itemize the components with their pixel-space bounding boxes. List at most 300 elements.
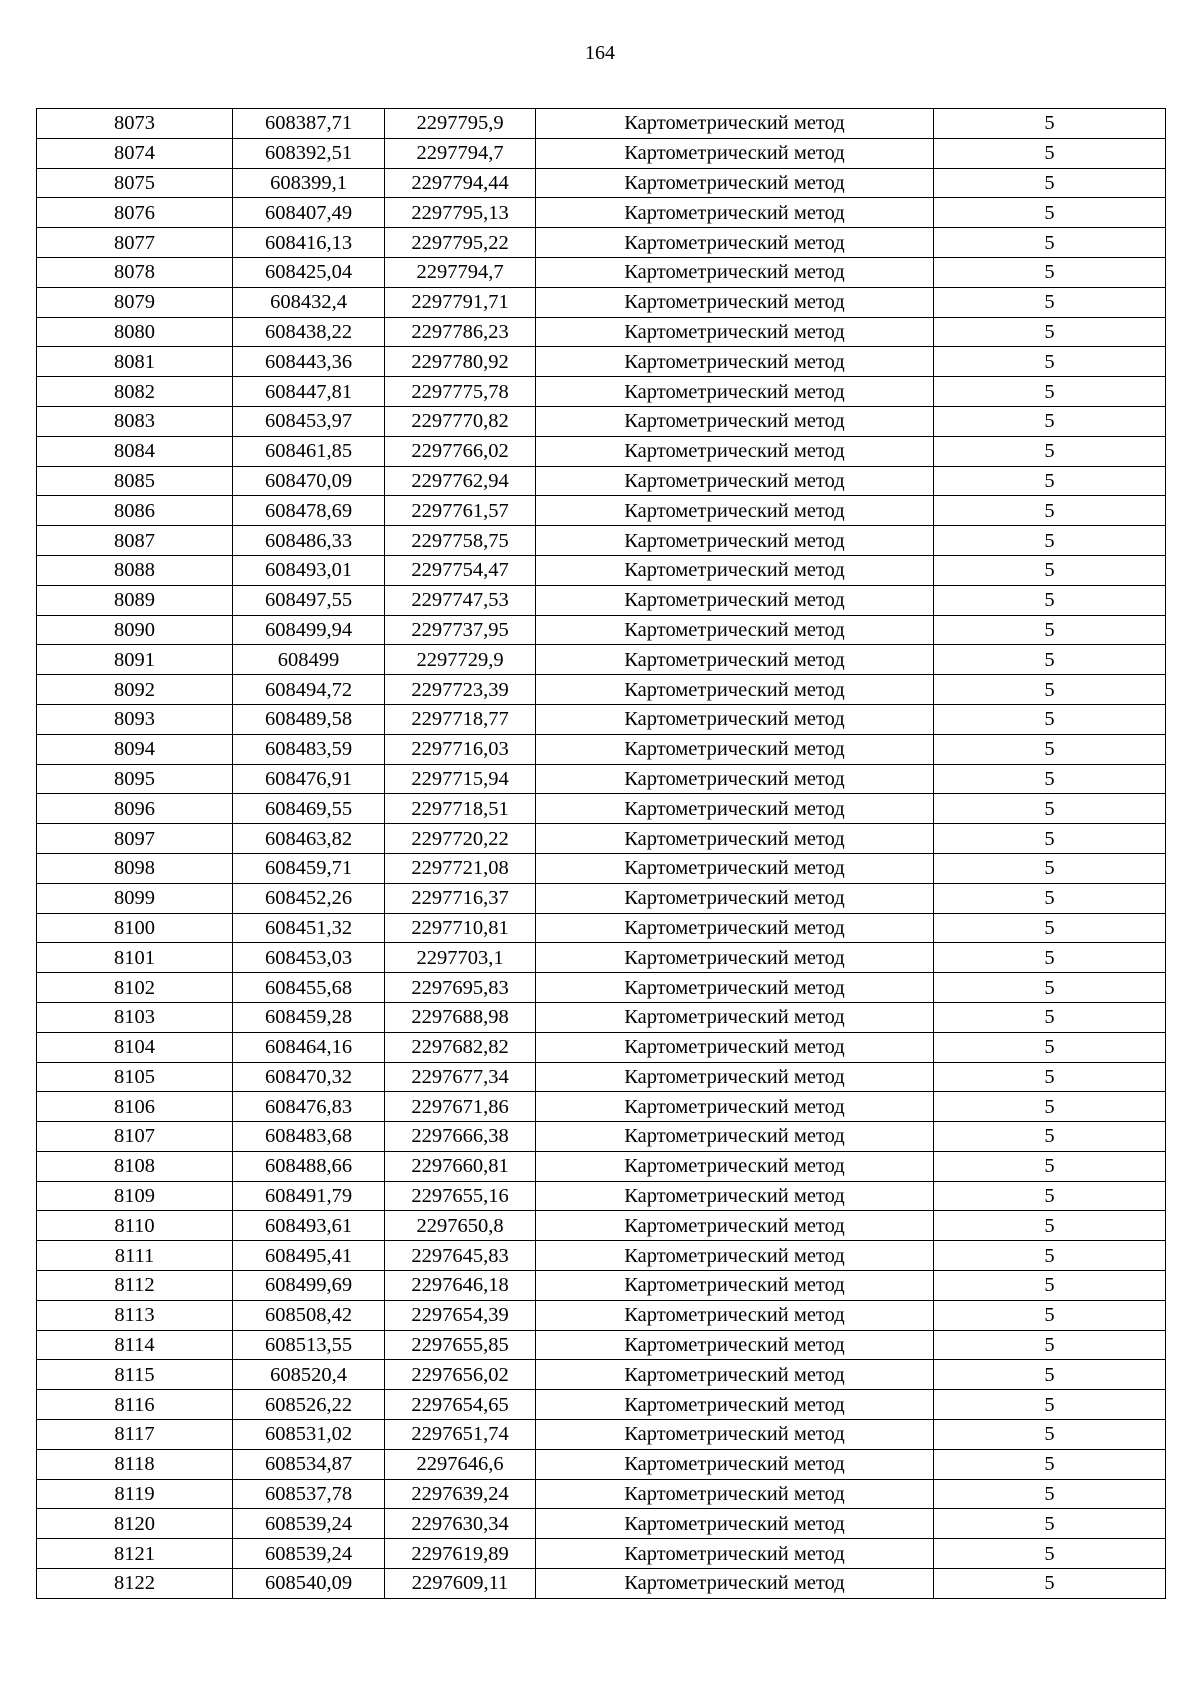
table-row [37,198,1166,228]
method-cell: Картометрический метод [536,1509,934,1539]
y-coordinate-cell: 2297710,81 [385,913,536,943]
point-number-cell: 8116 [37,1390,233,1420]
table-row [37,1539,1166,1569]
table-row [37,436,1166,466]
y-coordinate-cell: 2297630,34 [385,1509,536,1539]
table-row [37,794,1166,824]
y-coordinate-cell: 2297721,08 [385,853,536,883]
method-cell: Картометрический метод [536,1479,934,1509]
precision-cell: 5 [934,257,1166,287]
point-number-cell: 8117 [37,1420,233,1450]
y-coordinate-cell: 2297720,22 [385,824,536,854]
y-coordinate-cell: 2297646,6 [385,1449,536,1479]
x-coordinate-cell: 608478,69 [233,496,385,526]
precision-cell: 5 [934,943,1166,973]
x-coordinate-cell: 608540,09 [233,1569,385,1599]
x-coordinate-cell: 608464,16 [233,1032,385,1062]
point-number-cell: 8087 [37,526,233,556]
table-row [37,824,1166,854]
x-coordinate-cell: 608470,09 [233,466,385,496]
precision-cell: 5 [934,1092,1166,1122]
y-coordinate-cell: 2297737,95 [385,615,536,645]
method-cell: Картометрический метод [536,257,934,287]
point-number-cell: 8115 [37,1360,233,1390]
x-coordinate-cell: 608494,72 [233,675,385,705]
table-row [37,1449,1166,1479]
point-number-cell: 8101 [37,943,233,973]
method-cell: Картометрический метод [536,466,934,496]
table-row [37,853,1166,883]
point-number-cell: 8073 [37,109,233,139]
x-coordinate-cell: 608495,41 [233,1241,385,1271]
point-number-cell: 8100 [37,913,233,943]
point-number-cell: 8097 [37,824,233,854]
point-number-cell: 8103 [37,1002,233,1032]
y-coordinate-cell: 2297754,47 [385,555,536,585]
x-coordinate-cell: 608453,03 [233,943,385,973]
point-number-cell: 8090 [37,615,233,645]
table-row [37,257,1166,287]
precision-cell: 5 [934,496,1166,526]
point-number-cell: 8121 [37,1539,233,1569]
point-number-cell: 8112 [37,1271,233,1301]
precision-cell: 5 [934,347,1166,377]
point-number-cell: 8118 [37,1449,233,1479]
precision-cell: 5 [934,1211,1166,1241]
point-number-cell: 8105 [37,1062,233,1092]
table-row [37,1390,1166,1420]
point-number-cell: 8114 [37,1330,233,1360]
method-cell: Картометрический метод [536,168,934,198]
table-row [37,1122,1166,1152]
method-cell: Картометрический метод [536,704,934,734]
precision-cell: 5 [934,585,1166,615]
method-cell: Картометрический метод [536,1539,934,1569]
precision-cell: 5 [934,704,1166,734]
point-number-cell: 8111 [37,1241,233,1271]
method-cell: Картометрический метод [536,436,934,466]
precision-cell: 5 [934,645,1166,675]
precision-cell: 5 [934,913,1166,943]
y-coordinate-cell: 2297645,83 [385,1241,536,1271]
method-cell: Картометрический метод [536,734,934,764]
x-coordinate-cell: 608493,61 [233,1211,385,1241]
point-number-cell: 8095 [37,764,233,794]
table-row [37,1241,1166,1271]
point-number-cell: 8107 [37,1122,233,1152]
precision-cell: 5 [934,973,1166,1003]
table-row [37,347,1166,377]
point-number-cell: 8122 [37,1569,233,1599]
point-number-cell: 8110 [37,1211,233,1241]
point-number-cell: 8089 [37,585,233,615]
y-coordinate-cell: 2297655,85 [385,1330,536,1360]
method-cell: Картометрический метод [536,406,934,436]
method-cell: Картометрический метод [536,585,934,615]
point-number-cell: 8081 [37,347,233,377]
table-row [37,1300,1166,1330]
y-coordinate-cell: 2297646,18 [385,1271,536,1301]
table-row [37,1181,1166,1211]
precision-cell: 5 [934,466,1166,496]
precision-cell: 5 [934,1122,1166,1152]
x-coordinate-cell: 608392,51 [233,138,385,168]
precision-cell: 5 [934,168,1166,198]
method-cell: Картометрический метод [536,615,934,645]
y-coordinate-cell: 2297639,24 [385,1479,536,1509]
point-number-cell: 8088 [37,555,233,585]
table-row [37,287,1166,317]
x-coordinate-cell: 608447,81 [233,377,385,407]
x-coordinate-cell: 608483,59 [233,734,385,764]
table-row [37,317,1166,347]
precision-cell: 5 [934,1062,1166,1092]
x-coordinate-cell: 608489,58 [233,704,385,734]
y-coordinate-cell: 2297794,44 [385,168,536,198]
method-cell: Картометрический метод [536,1420,934,1450]
point-number-cell: 8096 [37,794,233,824]
table-row [37,228,1166,258]
precision-cell: 5 [934,317,1166,347]
table-row [37,675,1166,705]
precision-cell: 5 [934,1271,1166,1301]
method-cell: Картометрический метод [536,1360,934,1390]
y-coordinate-cell: 2297794,7 [385,257,536,287]
x-coordinate-cell: 608476,91 [233,764,385,794]
table-row [37,883,1166,913]
y-coordinate-cell: 2297703,1 [385,943,536,973]
x-coordinate-cell: 608455,68 [233,973,385,1003]
y-coordinate-cell: 2297747,53 [385,585,536,615]
x-coordinate-cell: 608526,22 [233,1390,385,1420]
method-cell: Картометрический метод [536,287,934,317]
table-row [37,913,1166,943]
precision-cell: 5 [934,555,1166,585]
precision-cell: 5 [934,824,1166,854]
table-row [37,1420,1166,1450]
point-number-cell: 8113 [37,1300,233,1330]
point-number-cell: 8091 [37,645,233,675]
method-cell: Картометрический метод [536,228,934,258]
table-row [37,109,1166,139]
precision-cell: 5 [934,1360,1166,1390]
point-number-cell: 8084 [37,436,233,466]
point-number-cell: 8085 [37,466,233,496]
table-row [37,615,1166,645]
method-cell: Картометрический метод [536,1092,934,1122]
table-row [37,406,1166,436]
precision-cell: 5 [934,198,1166,228]
table-row [37,1211,1166,1241]
table-row [37,1151,1166,1181]
y-coordinate-cell: 2297688,98 [385,1002,536,1032]
point-number-cell: 8092 [37,675,233,705]
table-row [37,1002,1166,1032]
method-cell: Картометрический метод [536,1181,934,1211]
y-coordinate-cell: 2297780,92 [385,347,536,377]
precision-cell: 5 [934,734,1166,764]
table-row [37,526,1166,556]
method-cell: Картометрический метод [536,794,934,824]
precision-cell: 5 [934,1479,1166,1509]
y-coordinate-cell: 2297723,39 [385,675,536,705]
x-coordinate-cell: 608539,24 [233,1509,385,1539]
table-row [37,1092,1166,1122]
y-coordinate-cell: 2297671,86 [385,1092,536,1122]
method-cell: Картометрический метод [536,883,934,913]
x-coordinate-cell: 608399,1 [233,168,385,198]
method-cell: Картометрический метод [536,973,934,1003]
y-coordinate-cell: 2297650,8 [385,1211,536,1241]
method-cell: Картометрический метод [536,1122,934,1152]
method-cell: Картометрический метод [536,317,934,347]
table-row [37,1330,1166,1360]
x-coordinate-cell: 608531,02 [233,1420,385,1450]
point-number-cell: 8119 [37,1479,233,1509]
table-row [37,1032,1166,1062]
y-coordinate-cell: 2297795,9 [385,109,536,139]
page-number: 164 [585,42,615,64]
y-coordinate-cell: 2297791,71 [385,287,536,317]
table-row [37,496,1166,526]
y-coordinate-cell: 2297761,57 [385,496,536,526]
coordinates-table-body [37,109,1166,1599]
x-coordinate-cell: 608453,97 [233,406,385,436]
x-coordinate-cell: 608537,78 [233,1479,385,1509]
point-number-cell: 8077 [37,228,233,258]
method-cell: Картометрический метод [536,1062,934,1092]
point-number-cell: 8074 [37,138,233,168]
table-row [37,1271,1166,1301]
y-coordinate-cell: 2297758,75 [385,526,536,556]
method-cell: Картометрический метод [536,675,934,705]
table-row [37,704,1166,734]
x-coordinate-cell: 608438,22 [233,317,385,347]
precision-cell: 5 [934,1300,1166,1330]
x-coordinate-cell: 608451,32 [233,913,385,943]
point-number-cell: 8086 [37,496,233,526]
y-coordinate-cell: 2297660,81 [385,1151,536,1181]
x-coordinate-cell: 608483,68 [233,1122,385,1152]
y-coordinate-cell: 2297795,13 [385,198,536,228]
table-row [37,1479,1166,1509]
method-cell: Картометрический метод [536,198,934,228]
x-coordinate-cell: 608499 [233,645,385,675]
table-row [37,645,1166,675]
precision-cell: 5 [934,1151,1166,1181]
x-coordinate-cell: 608539,24 [233,1539,385,1569]
x-coordinate-cell: 608520,4 [233,1360,385,1390]
point-number-cell: 8106 [37,1092,233,1122]
x-coordinate-cell: 608463,82 [233,824,385,854]
precision-cell: 5 [934,1002,1166,1032]
point-number-cell: 8078 [37,257,233,287]
y-coordinate-cell: 2297762,94 [385,466,536,496]
point-number-cell: 8093 [37,704,233,734]
y-coordinate-cell: 2297795,22 [385,228,536,258]
method-cell: Картометрический метод [536,913,934,943]
x-coordinate-cell: 608534,87 [233,1449,385,1479]
point-number-cell: 8102 [37,973,233,1003]
x-coordinate-cell: 608508,42 [233,1300,385,1330]
method-cell: Картометрический метод [536,496,934,526]
table-row [37,943,1166,973]
y-coordinate-cell: 2297775,78 [385,377,536,407]
method-cell: Картометрический метод [536,824,934,854]
y-coordinate-cell: 2297715,94 [385,764,536,794]
table-row [37,168,1166,198]
precision-cell: 5 [934,138,1166,168]
point-number-cell: 8075 [37,168,233,198]
precision-cell: 5 [934,1181,1166,1211]
method-cell: Картометрический метод [536,109,934,139]
precision-cell: 5 [934,406,1166,436]
precision-cell: 5 [934,853,1166,883]
y-coordinate-cell: 2297729,9 [385,645,536,675]
method-cell: Картометрический метод [536,1390,934,1420]
point-number-cell: 8076 [37,198,233,228]
y-coordinate-cell: 2297716,03 [385,734,536,764]
method-cell: Картометрический метод [536,1032,934,1062]
precision-cell: 5 [934,883,1166,913]
precision-cell: 5 [934,1539,1166,1569]
y-coordinate-cell: 2297656,02 [385,1360,536,1390]
table-row [37,734,1166,764]
precision-cell: 5 [934,1569,1166,1599]
precision-cell: 5 [934,109,1166,139]
y-coordinate-cell: 2297770,82 [385,406,536,436]
y-coordinate-cell: 2297651,74 [385,1420,536,1450]
method-cell: Картометрический метод [536,1449,934,1479]
precision-cell: 5 [934,377,1166,407]
precision-cell: 5 [934,228,1166,258]
table-row [37,1360,1166,1390]
method-cell: Картометрический метод [536,943,934,973]
precision-cell: 5 [934,615,1166,645]
precision-cell: 5 [934,1509,1166,1539]
x-coordinate-cell: 608499,69 [233,1271,385,1301]
y-coordinate-cell: 2297766,02 [385,436,536,466]
x-coordinate-cell: 608461,85 [233,436,385,466]
precision-cell: 5 [934,526,1166,556]
y-coordinate-cell: 2297786,23 [385,317,536,347]
x-coordinate-cell: 608387,71 [233,109,385,139]
table-row [37,138,1166,168]
method-cell: Картометрический метод [536,645,934,675]
point-number-cell: 8080 [37,317,233,347]
table-row [37,585,1166,615]
precision-cell: 5 [934,675,1166,705]
x-coordinate-cell: 608452,26 [233,883,385,913]
y-coordinate-cell: 2297655,16 [385,1181,536,1211]
x-coordinate-cell: 608459,28 [233,1002,385,1032]
x-coordinate-cell: 608443,36 [233,347,385,377]
table-row [37,764,1166,794]
table-row [37,973,1166,1003]
x-coordinate-cell: 608488,66 [233,1151,385,1181]
point-number-cell: 8104 [37,1032,233,1062]
x-coordinate-cell: 608476,83 [233,1092,385,1122]
point-number-cell: 8094 [37,734,233,764]
y-coordinate-cell: 2297677,34 [385,1062,536,1092]
x-coordinate-cell: 608499,94 [233,615,385,645]
method-cell: Картометрический метод [536,1151,934,1181]
precision-cell: 5 [934,1032,1166,1062]
point-number-cell: 8099 [37,883,233,913]
method-cell: Картометрический метод [536,764,934,794]
x-coordinate-cell: 608470,32 [233,1062,385,1092]
method-cell: Картометрический метод [536,1211,934,1241]
table-row [37,555,1166,585]
x-coordinate-cell: 608486,33 [233,526,385,556]
y-coordinate-cell: 2297716,37 [385,883,536,913]
x-coordinate-cell: 608469,55 [233,794,385,824]
table-row [37,1569,1166,1599]
precision-cell: 5 [934,1449,1166,1479]
y-coordinate-cell: 2297695,83 [385,973,536,1003]
precision-cell: 5 [934,1390,1166,1420]
point-number-cell: 8109 [37,1181,233,1211]
y-coordinate-cell: 2297666,38 [385,1122,536,1152]
point-number-cell: 8108 [37,1151,233,1181]
y-coordinate-cell: 2297718,77 [385,704,536,734]
method-cell: Картометрический метод [536,1569,934,1599]
x-coordinate-cell: 608459,71 [233,853,385,883]
x-coordinate-cell: 608416,13 [233,228,385,258]
method-cell: Картометрический метод [536,1330,934,1360]
y-coordinate-cell: 2297682,82 [385,1032,536,1062]
y-coordinate-cell: 2297794,7 [385,138,536,168]
method-cell: Картометрический метод [536,1300,934,1330]
method-cell: Картометрический метод [536,347,934,377]
method-cell: Картометрический метод [536,1241,934,1271]
table-row [37,377,1166,407]
method-cell: Картометрический метод [536,555,934,585]
method-cell: Картометрический метод [536,853,934,883]
table-row [37,1062,1166,1092]
method-cell: Картометрический метод [536,526,934,556]
x-coordinate-cell: 608432,4 [233,287,385,317]
y-coordinate-cell: 2297609,11 [385,1569,536,1599]
method-cell: Картометрический метод [536,138,934,168]
point-number-cell: 8079 [37,287,233,317]
x-coordinate-cell: 608407,49 [233,198,385,228]
x-coordinate-cell: 608513,55 [233,1330,385,1360]
method-cell: Картометрический метод [536,1002,934,1032]
coordinates-table [36,108,1166,1599]
precision-cell: 5 [934,1330,1166,1360]
y-coordinate-cell: 2297718,51 [385,794,536,824]
method-cell: Картометрический метод [536,377,934,407]
precision-cell: 5 [934,1420,1166,1450]
precision-cell: 5 [934,436,1166,466]
precision-cell: 5 [934,287,1166,317]
y-coordinate-cell: 2297654,65 [385,1390,536,1420]
precision-cell: 5 [934,764,1166,794]
precision-cell: 5 [934,794,1166,824]
point-number-cell: 8098 [37,853,233,883]
y-coordinate-cell: 2297619,89 [385,1539,536,1569]
x-coordinate-cell: 608425,04 [233,257,385,287]
method-cell: Картометрический метод [536,1271,934,1301]
precision-cell: 5 [934,1241,1166,1271]
y-coordinate-cell: 2297654,39 [385,1300,536,1330]
table-row [37,466,1166,496]
x-coordinate-cell: 608491,79 [233,1181,385,1211]
point-number-cell: 8082 [37,377,233,407]
table-row [37,1509,1166,1539]
point-number-cell: 8120 [37,1509,233,1539]
